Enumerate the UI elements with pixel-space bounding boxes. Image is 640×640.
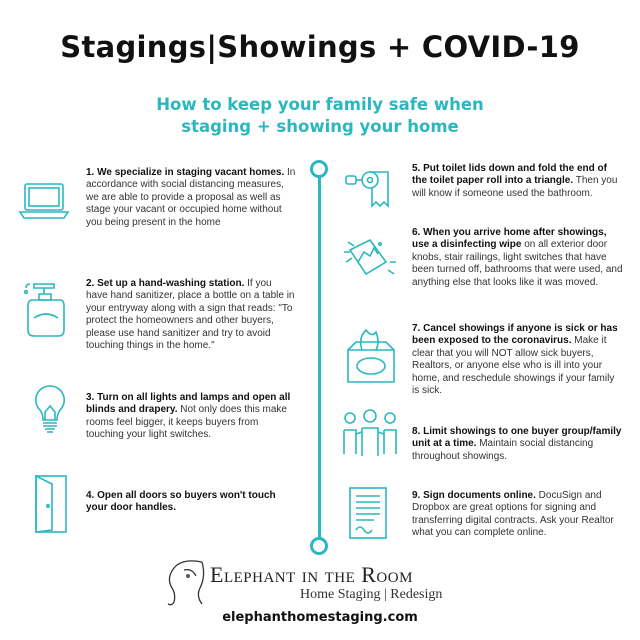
tissue-box-icon (342, 328, 400, 386)
step-9-lead: 9. Sign documents online. (412, 490, 536, 501)
step-7-body: Make it clear that you will NOT allow sick buyers, Realtors, or anyone else who is ill into your home, and reschedule showings if your family is sick. (412, 335, 615, 397)
brand-name: Elephant in the Room (210, 562, 413, 587)
soap-dispenser-icon (24, 278, 68, 338)
step-3-lead: 3. Turn on all lights and lamps and open all blinds and drapery. (86, 392, 291, 416)
step-2-body: If you have hand sanitizer, place a bottle on a table in your entryway along with a sign that reads: "To protect the homeowners and other buyers, please use hand sanitizer and try to avoid touching things in the home." (86, 278, 295, 352)
step-2 (86, 278, 296, 352)
timeline-dot-top (310, 160, 328, 178)
timeline-dot-bottom (310, 537, 328, 555)
step-1-body: In accordance with social distancing measures, we are able to provide a proposal as well as stage your vacant or occupied home without you being present in the home (86, 167, 296, 228)
step-4-lead: 4. Open all doors so buyers won't touch your door handles. (86, 490, 276, 514)
disinfecting-wipe-icon (340, 232, 400, 284)
toilet-paper-icon (344, 168, 396, 212)
step-9-body: DocuSign and Dropbox are great options for signing and transferring digital contracts. Ask your Realtor what you can complete online. (412, 490, 614, 539)
step-7-lead: 7. Cancel showings if anyone is sick or has been exposed to the coronavirus. (412, 323, 618, 347)
step-8 (412, 426, 624, 463)
elephant-logo-icon (162, 558, 208, 613)
subtitle-line-2: staging + showing your home (181, 117, 459, 136)
page-title: Stagings|Showings + COVID-19 (60, 30, 580, 64)
page-subtitle (80, 94, 560, 138)
step-5-body: Then you will know if someone used the bathroom. (412, 175, 618, 199)
step-4 (86, 490, 276, 515)
step-6-body: on all exterior door knobs, stair railings, light switches that have been turned off, bathrooms that were used, and anything else that looks like it was moved. (412, 239, 623, 288)
step-5-lead: 5. Put toilet lids down and fold the end of the toilet paper roll into a triangle. (412, 163, 607, 187)
step-9 (412, 490, 624, 540)
document-icon (346, 486, 390, 540)
step-5 (412, 163, 622, 200)
open-door-icon (34, 474, 70, 536)
step-3 (86, 392, 296, 442)
step-3-body: Not only does this make rooms feel bigger, it keeps buyers from touching your light switches. (86, 404, 287, 441)
step-6-lead: 6. When you arrive home after showings, use a disinfecting wipe (412, 227, 607, 251)
step-8-body: Maintain social distancing throughout showings. (412, 438, 594, 462)
laptop-icon (18, 180, 70, 222)
step-1 (86, 167, 296, 229)
group-icon (340, 408, 400, 458)
brand-tagline: Home Staging | Redesign (300, 587, 443, 602)
website-url[interactable]: elephanthomestaging.com (222, 610, 418, 625)
step-7 (412, 323, 624, 397)
lightbulb-icon (30, 382, 70, 438)
step-8-lead: 8. Limit showings to one buyer group/family unit at a time. (412, 426, 622, 450)
subtitle-line-1: How to keep your family safe when (156, 95, 484, 114)
step-6 (412, 227, 624, 289)
step-1-lead: 1. We specialize in staging vacant homes. (86, 167, 285, 178)
timeline-line (318, 170, 321, 546)
step-2-lead: 2. Set up a hand-washing station. (86, 278, 245, 289)
